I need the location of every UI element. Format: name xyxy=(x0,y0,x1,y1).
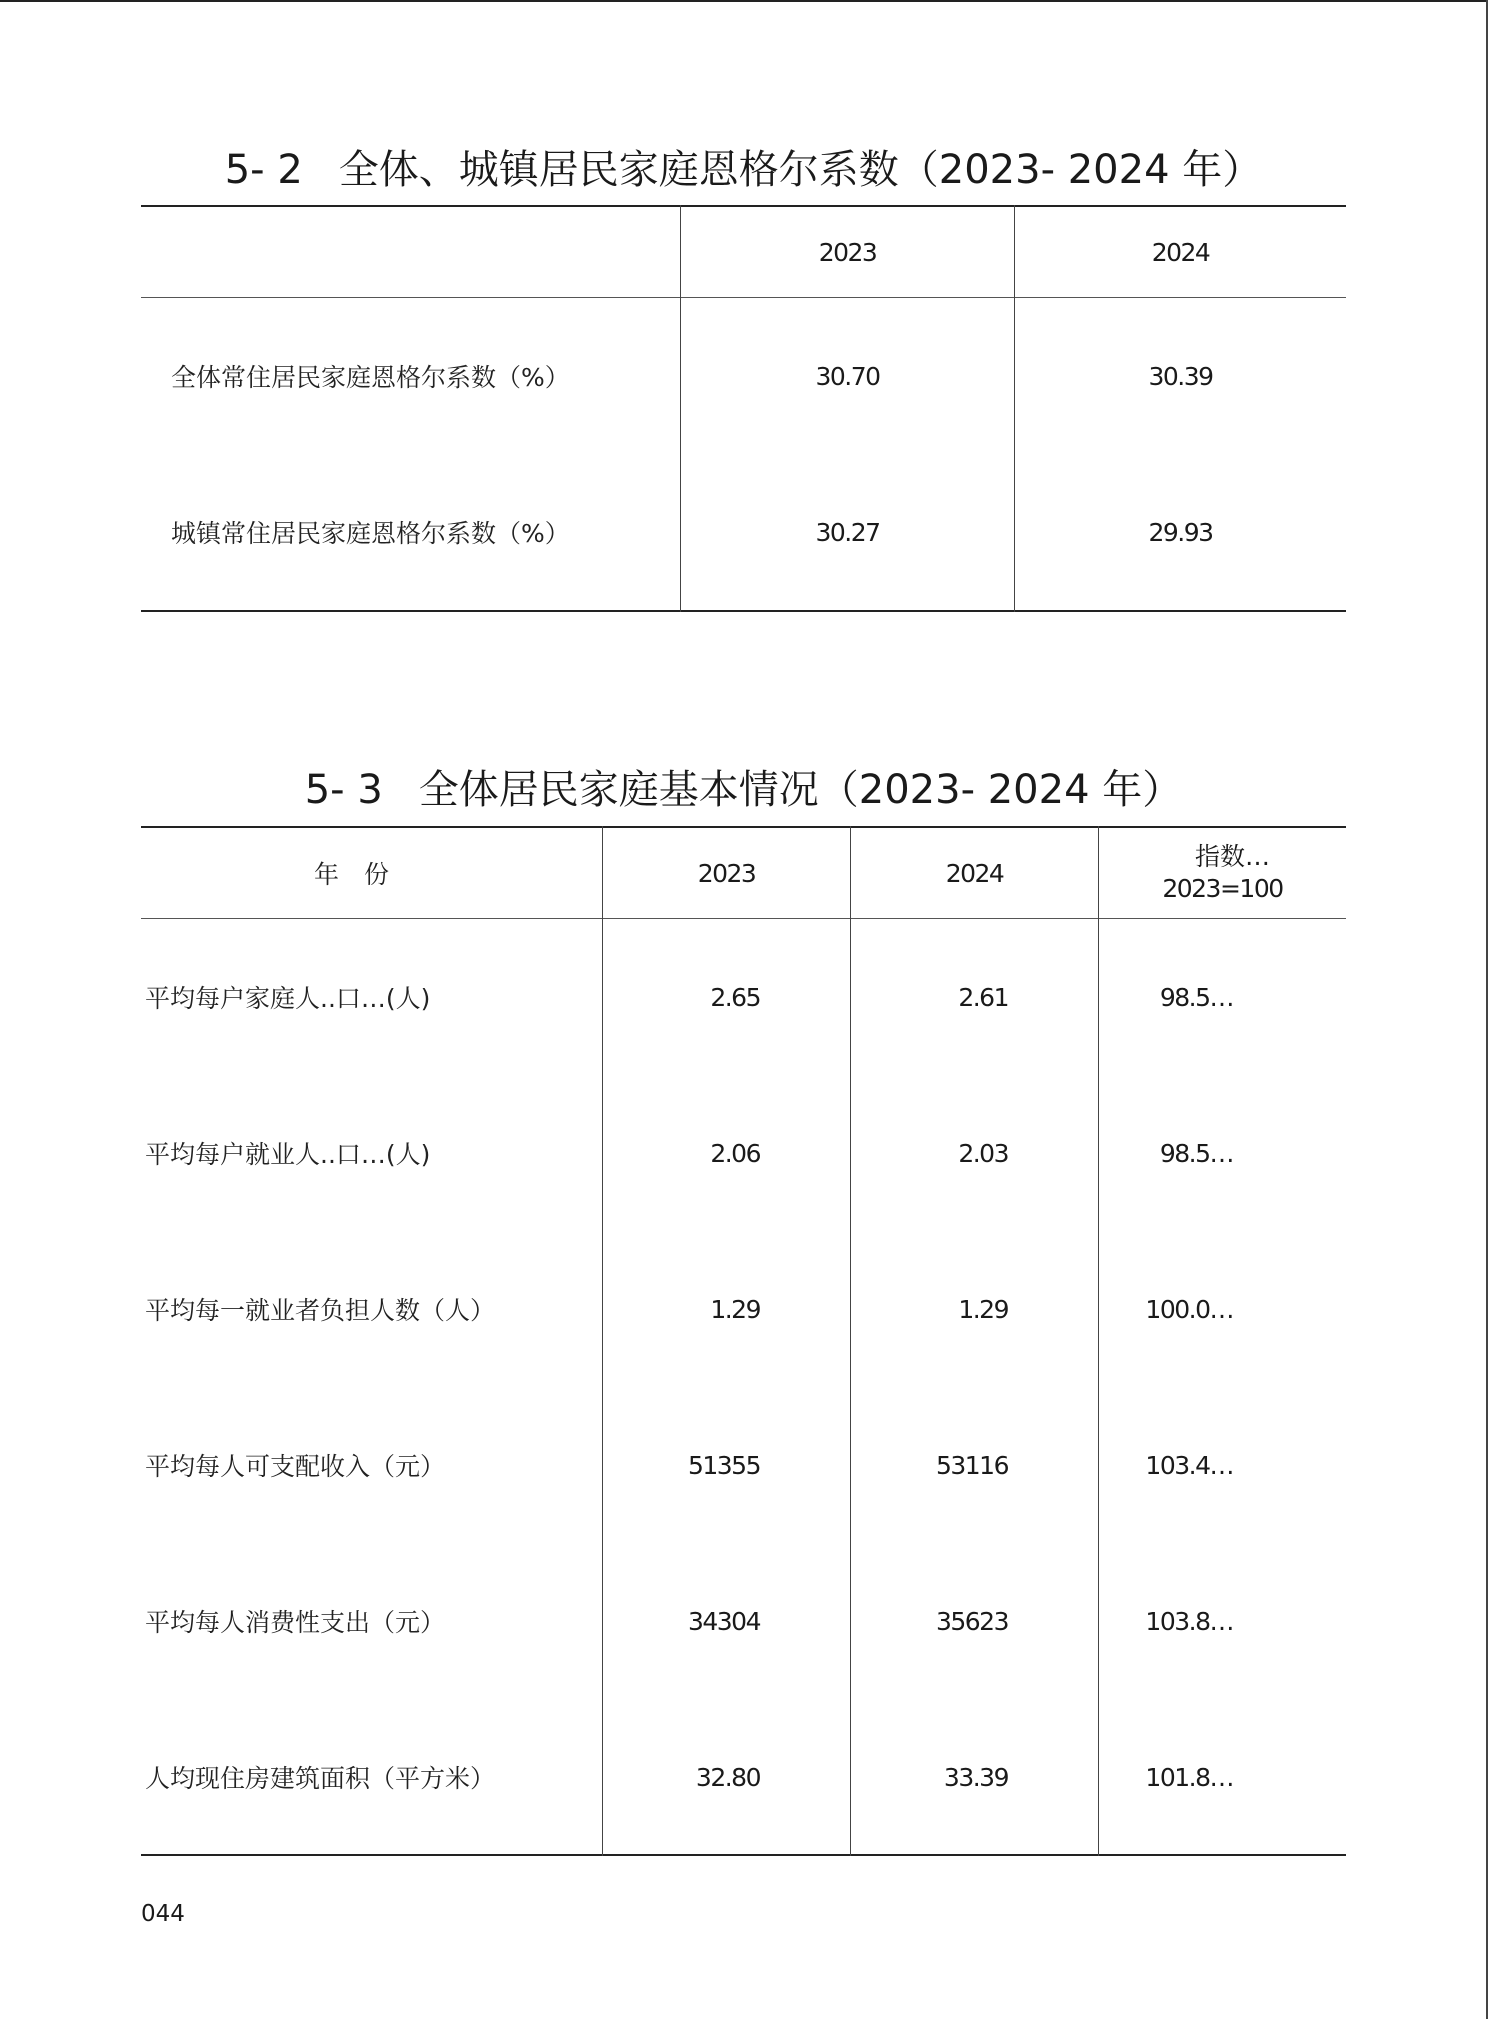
value-2024: 2.61 xyxy=(958,982,1008,1012)
value-2023: 51355 xyxy=(687,1450,760,1480)
header-index-line1: 指数… xyxy=(1194,842,1270,871)
value-index: 103.8… xyxy=(1145,1606,1233,1636)
value-2024: 33.39 xyxy=(943,1762,1008,1792)
header-year: 年 份 xyxy=(313,860,389,889)
table-title-text: 全体、城镇居民家庭恩格尔系数（2023- 2024 年） xyxy=(338,147,1263,193)
row-label: 城镇常住居民家庭恩格尔系数（%） xyxy=(171,519,570,548)
value-2023: 30.27 xyxy=(815,517,880,547)
value-2023: 1.29 xyxy=(710,1294,760,1324)
table-number: 5- 3 xyxy=(304,767,383,813)
header-2023: 2023 xyxy=(818,237,877,267)
row-label: 平均每一就业者负担人数（人） xyxy=(145,1296,496,1325)
row-label: 平均每户就业人..口…(人) xyxy=(145,1140,431,1169)
page-top-border xyxy=(0,0,1488,2)
value-index: 100.0… xyxy=(1145,1294,1233,1324)
value-2024: 29.93 xyxy=(1148,517,1213,547)
value-index: 103.4… xyxy=(1145,1450,1233,1480)
value-2023: 30.70 xyxy=(815,361,880,391)
row-label: 平均每户家庭人..口…(人) xyxy=(145,984,431,1013)
table-5-3-title xyxy=(141,758,1346,815)
row-label: 平均每人消费性支出（元） xyxy=(145,1608,446,1637)
value-2024: 2.03 xyxy=(958,1138,1008,1168)
header-2023: 2023 xyxy=(697,858,756,888)
value-index: 98.5… xyxy=(1159,1138,1233,1168)
value-2024: 30.39 xyxy=(1148,361,1213,391)
table-title-text: 全体居民家庭基本情况（2023- 2024 年） xyxy=(418,767,1183,813)
value-2024: 35623 xyxy=(935,1606,1008,1636)
value-2024: 53116 xyxy=(935,1450,1008,1480)
header-2024: 2024 xyxy=(1151,237,1210,267)
table-5-2 xyxy=(141,205,1346,613)
table-number: 5- 2 xyxy=(224,147,303,193)
row-label: 人均现住房建筑面积（平方米） xyxy=(145,1764,496,1793)
value-2023: 2.65 xyxy=(710,982,760,1012)
table-5-2-title xyxy=(141,138,1346,195)
value-index: 98.5… xyxy=(1159,982,1233,1012)
value-2023: 2.06 xyxy=(710,1138,760,1168)
value-2023: 34304 xyxy=(687,1606,760,1636)
page-number: 044 xyxy=(141,1901,185,1927)
row-label: 全体常住居民家庭恩格尔系数（%） xyxy=(171,363,570,392)
table-5-3 xyxy=(141,826,1346,1858)
table-bottom-rule xyxy=(141,610,1346,612)
value-2024: 1.29 xyxy=(958,1294,1008,1324)
header-index xyxy=(1099,828,1346,918)
row-label: 平均每人可支配收入（元） xyxy=(145,1452,446,1481)
value-index: 101.8… xyxy=(1145,1762,1233,1792)
value-2023: 32.80 xyxy=(695,1762,760,1792)
header-2024: 2024 xyxy=(945,858,1004,888)
header-index-line2: 2023=100 xyxy=(1162,874,1283,903)
